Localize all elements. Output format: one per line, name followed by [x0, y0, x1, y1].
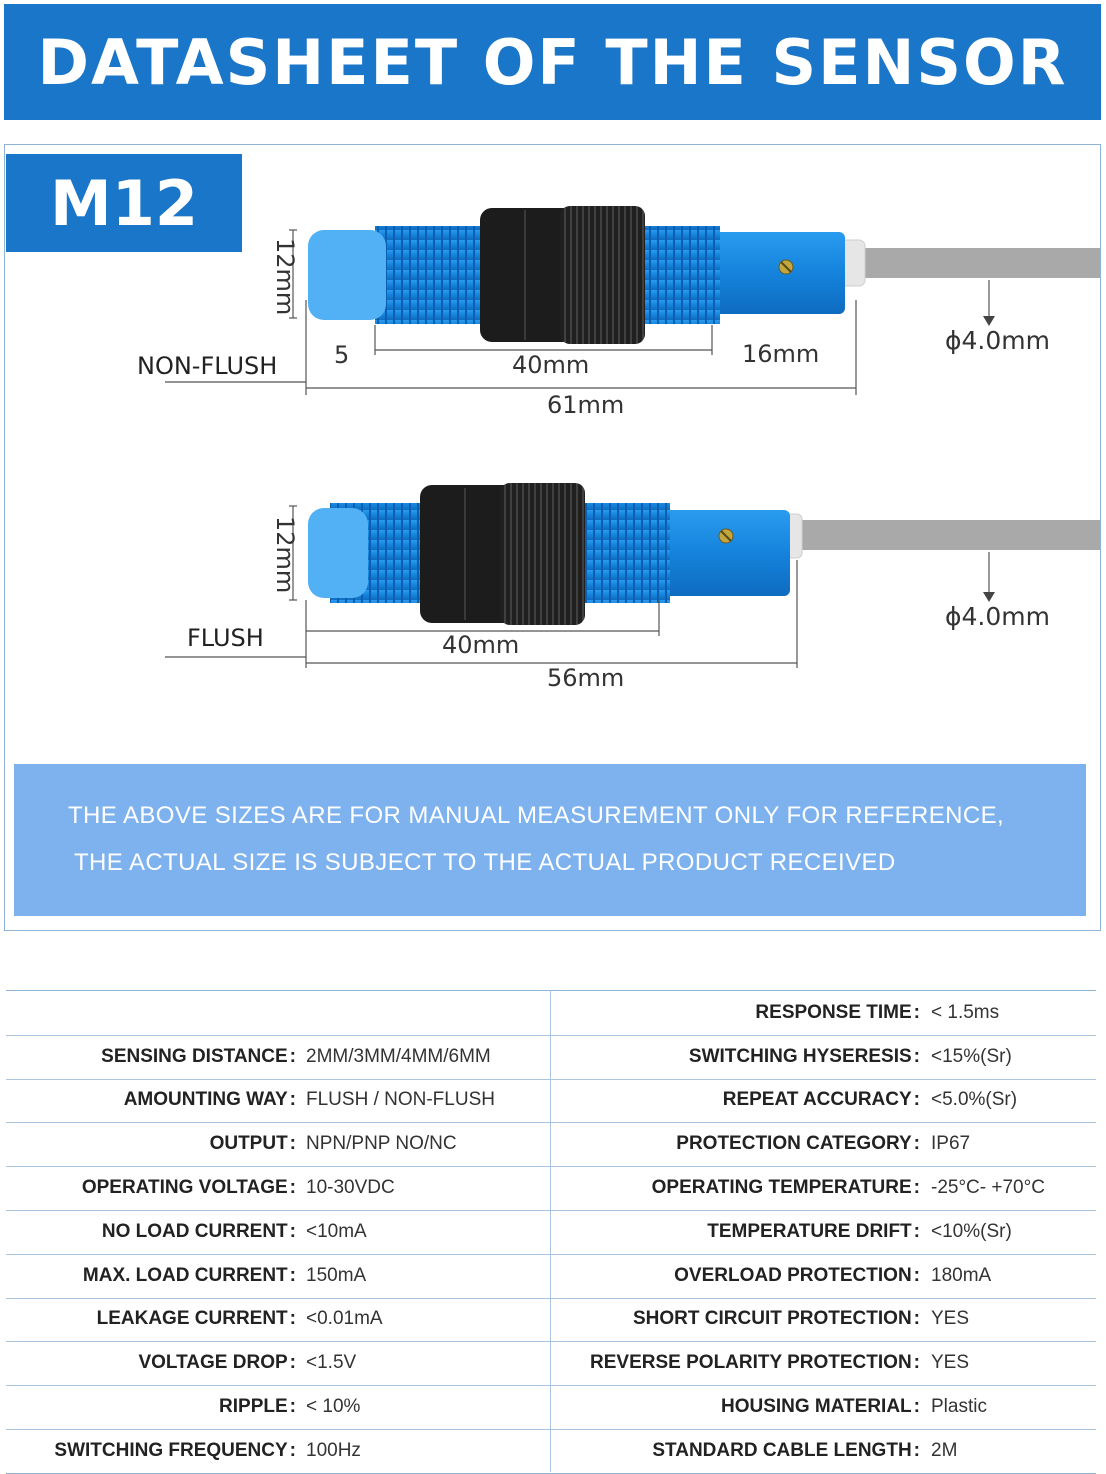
spec-right-value: [931, 1210, 1096, 1254]
nonflush-rear-body: [700, 232, 845, 314]
spec-right-label-text: PROTECTION CATEGORY: [676, 1133, 912, 1155]
spec-right-value: [931, 1385, 1096, 1429]
table-row: [6, 1429, 1096, 1473]
spec-left-label-text: MAX. LOAD CURRENT: [82, 1264, 288, 1286]
nonflush-height-label: 12mm: [271, 238, 299, 316]
spec-right-label: RESPONSE TIME :: [755, 1001, 920, 1023]
table-row: [6, 1385, 1096, 1430]
spec-left-value: [306, 1166, 551, 1210]
nonflush-label: NON-FLUSH: [137, 352, 278, 380]
spec-right-label: HOUSING MATERIAL :: [720, 1396, 920, 1418]
spec-left-value-text: <10mA: [306, 1220, 367, 1242]
spec-left-label: LEAKAGE CURRENT :: [96, 1308, 296, 1330]
model-label: M12: [50, 166, 198, 240]
spec-right-value-text: YES: [931, 1308, 970, 1330]
spec-left-value: [306, 1385, 551, 1429]
table-row: [6, 1254, 1096, 1299]
spec-left-value-text: < 10%: [306, 1396, 361, 1418]
spec-right-value-text: 2M: [931, 1439, 958, 1461]
note-line-2: THE ACTUAL SIZE IS SUBJECT TO THE ACTUAL PRODUCT RECEIVED: [74, 849, 896, 876]
spec-left-label: NO LOAD CURRENT :: [101, 1220, 296, 1242]
spec-right-value-text: YES: [931, 1352, 970, 1374]
table-row: [6, 1298, 1096, 1343]
nonflush-thread-dimension: 40mm: [512, 351, 590, 379]
spec-right-label-text: OPERATING TEMPERATURE: [651, 1177, 912, 1199]
screw-icon: [719, 529, 733, 543]
spec-left-value-text: NPN/PNP NO/NC: [306, 1133, 457, 1155]
note-line-1: THE ABOVE SIZES ARE FOR MANUAL MEASUREMENT ONLY FOR REFERENCE,: [68, 802, 1005, 829]
spec-right-label-text: STANDARD CABLE LENGTH: [652, 1439, 912, 1461]
spec-left-value-text: <0.01mA: [306, 1308, 383, 1330]
spec-right-label-text: REVERSE POLARITY PROTECTION: [590, 1352, 912, 1374]
spec-left-value: [306, 1298, 551, 1342]
spec-left-label: SWITCHING FREQUENCY :: [54, 1439, 296, 1461]
spec-right-value: [931, 991, 1096, 1035]
spec-right-label-text: OVERLOAD PROTECTION: [674, 1264, 912, 1286]
spec-right-label: SHORT CIRCUIT PROTECTION :: [633, 1308, 920, 1330]
nonflush-sensor: [308, 206, 1100, 344]
spec-right-value-text: -25°C- +70°C: [931, 1177, 1045, 1199]
table-row: [6, 991, 1096, 1036]
spec-left-value-text: 100Hz: [306, 1439, 361, 1461]
flush-rear-body: [650, 510, 790, 596]
measurement-note: [14, 764, 1086, 916]
spec-right-value: [931, 1429, 1096, 1473]
nonflush-sensing-face: [308, 230, 386, 320]
spec-left-value: [306, 1254, 551, 1298]
spec-right-label: OVERLOAD PROTECTION :: [674, 1264, 920, 1286]
spec-right-value: [931, 1122, 1096, 1166]
spec-right-value: [931, 1254, 1096, 1298]
spec-right-label: TEMPERATURE DRIFT :: [707, 1220, 920, 1242]
spec-right-label-text: TEMPERATURE DRIFT: [707, 1220, 912, 1242]
spec-left-value-text: 10-30VDC: [306, 1177, 395, 1199]
spec-left-label-text: SWITCHING FREQUENCY: [54, 1439, 288, 1461]
spec-right-value-text: IP67: [931, 1133, 971, 1155]
spec-table: [6, 990, 1096, 1474]
nonflush-cable-diameter: ϕ4.0mm: [945, 326, 1050, 355]
spec-left-value-text: <1.5V: [306, 1352, 357, 1374]
spec-right-label-text: RESPONSE TIME: [755, 1001, 912, 1023]
spec-right-label: REVERSE POLARITY PROTECTION :: [590, 1352, 920, 1374]
spec-right-label-text: REPEAT ACCURACY: [722, 1089, 912, 1111]
screw-icon: [779, 260, 793, 274]
spec-right-label: OPERATING TEMPERATURE :: [651, 1177, 920, 1199]
spec-left-label: OUTPUT :: [209, 1133, 296, 1155]
nonflush-cable: [848, 248, 1100, 278]
spec-left-value: [306, 1079, 551, 1123]
spec-right-label: SWITCHING HYSERESIS :: [688, 1045, 920, 1067]
spec-right-value: [931, 1079, 1096, 1123]
spec-right-label-text: SHORT CIRCUIT PROTECTION: [633, 1308, 912, 1330]
spec-right-value-text: Plastic: [931, 1396, 987, 1418]
spec-right-value-text: 180mA: [931, 1264, 992, 1286]
flush-thread-dimension: 40mm: [442, 631, 520, 659]
spec-right-value-text: <10%(Sr): [931, 1220, 1012, 1242]
spec-right-value-text: <15%(Sr): [931, 1045, 1012, 1067]
table-row: [6, 1122, 1096, 1167]
spec-right-label-text: SWITCHING HYSERESIS: [688, 1045, 912, 1067]
page-title: DATASHEET OF THE SENSOR: [37, 25, 1068, 99]
spec-left-label: RIPPLE :: [219, 1396, 296, 1418]
table-row: [6, 1210, 1096, 1255]
flush-height-label: 12mm: [271, 516, 299, 594]
table-row: [6, 1166, 1096, 1211]
nonflush-nut-knurled: [560, 206, 645, 344]
spec-right-value: [931, 1166, 1096, 1210]
spec-right-value-text: < 1.5ms: [931, 1001, 1000, 1023]
spec-left-value: [306, 1210, 551, 1254]
spec-left-value-text: 2MM/3MM/4MM/6MM: [306, 1045, 491, 1067]
spec-table-divider: [550, 990, 551, 1472]
spec-left-label: MAX. LOAD CURRENT :: [82, 1264, 296, 1286]
spec-left-label: SENSING DISTANCE :: [101, 1045, 296, 1067]
flush-nut-knurled: [500, 483, 585, 625]
spec-right-label: STANDARD CABLE LENGTH :: [652, 1439, 920, 1461]
spec-left-label-text: AMOUNTING WAY: [123, 1089, 288, 1111]
model-badge: [6, 154, 242, 252]
spec-right-label: PROTECTION CATEGORY :: [676, 1133, 920, 1155]
spec-right-value: [931, 1035, 1096, 1079]
spec-right-value: [931, 1341, 1096, 1385]
table-row: [6, 1035, 1096, 1080]
spec-right-value: [931, 1298, 1096, 1342]
spec-right-value-text: <5.0%(Sr): [931, 1089, 1018, 1111]
flush-cable-diameter: ϕ4.0mm: [945, 602, 1050, 631]
spec-left-value: [306, 1035, 551, 1079]
spec-left-label-text: OPERATING VOLTAGE: [81, 1177, 288, 1199]
spec-left-label: AMOUNTING WAY :: [123, 1089, 296, 1111]
flush-cable: [795, 520, 1100, 550]
spec-right-label: REPEAT ACCURACY :: [722, 1089, 920, 1111]
spec-left-label: OPERATING VOLTAGE :: [81, 1177, 296, 1199]
spec-left-value: [306, 991, 551, 1035]
spec-left-value: [306, 1429, 551, 1473]
spec-left-label-text: LEAKAGE CURRENT: [96, 1308, 288, 1330]
flush-label: FLUSH: [187, 624, 264, 652]
nonflush-body-dimension: 16mm: [742, 340, 820, 368]
table-row: [6, 1079, 1096, 1124]
nonflush-total-dimension: 61mm: [547, 391, 625, 419]
spec-left-label-text: NO LOAD CURRENT: [101, 1220, 288, 1242]
spec-left-value-text: 150mA: [306, 1264, 367, 1286]
spec-left-label-text: SENSING DISTANCE: [101, 1045, 288, 1067]
spec-left-label: [6, 991, 296, 1035]
spec-left-label-text: VOLTAGE DROP: [138, 1352, 288, 1374]
spec-left-value: [306, 1341, 551, 1385]
spec-left-label-text: OUTPUT: [209, 1133, 288, 1155]
spec-left-value-text: FLUSH / NON-FLUSH: [306, 1089, 495, 1111]
spec-left-label: VOLTAGE DROP :: [138, 1352, 296, 1374]
flush-sensing-face: [308, 508, 368, 598]
nonflush-tip-dimension: 5: [334, 341, 350, 369]
table-row: [6, 1341, 1096, 1386]
spec-left-value: [306, 1122, 551, 1166]
flush-total-dimension: 56mm: [547, 664, 625, 692]
spec-left-label-text: RIPPLE: [219, 1396, 288, 1418]
spec-right-label-text: HOUSING MATERIAL: [720, 1396, 912, 1418]
